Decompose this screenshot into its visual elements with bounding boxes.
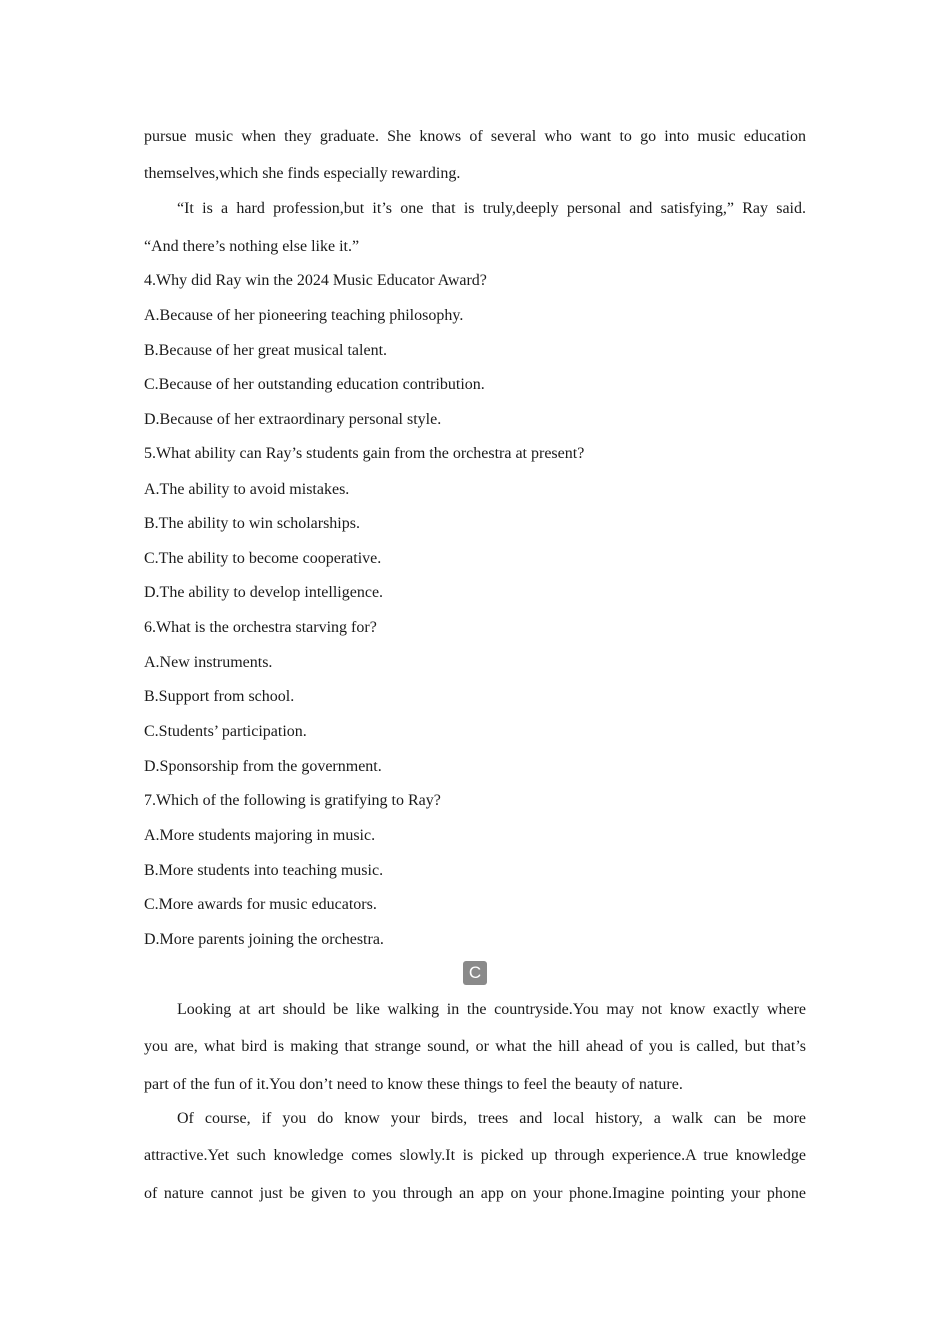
answer-option: B.More students into teaching music.	[144, 862, 384, 879]
answer-option: B.Support from school.	[144, 688, 295, 705]
answer-option: A.Because of her pioneering teaching philosophy.	[144, 307, 464, 324]
answer-option: C.The ability to become cooperative.	[144, 550, 382, 567]
passage-c-line: Of course, if you do know your birds, trees and local history, a walk can be more	[177, 1110, 806, 1127]
passage-c-line: Looking at art should be like walking in the countryside.You may not know exactly where	[177, 1001, 806, 1018]
passage-b-line: themselves,which she finds especially rewarding.	[144, 165, 461, 182]
question-stem: 7.Which of the following is gratifying to Ray?	[144, 792, 441, 809]
question-stem: 6.What is the orchestra starving for?	[144, 619, 377, 636]
passage-c-line: of nature cannot just be given to you through an app on your phone.Imagine pointing your phone	[144, 1185, 806, 1202]
passage-b-line: pursue music when they graduate. She knows of several who want to go into music education	[144, 128, 806, 145]
question-stem: 5.What ability can Ray’s students gain from the orchestra at present?	[144, 445, 585, 462]
answer-option: D.Because of her extraordinary personal style.	[144, 411, 442, 428]
passage-b-line: “And there’s nothing else like it.”	[144, 238, 360, 255]
answer-option: A.New instruments.	[144, 654, 273, 671]
answer-option: B.The ability to win scholarships.	[144, 515, 360, 532]
section-label-badge: C	[463, 961, 487, 985]
answer-option: B.Because of her great musical talent.	[144, 342, 388, 359]
answer-option: A.The ability to avoid mistakes.	[144, 481, 350, 498]
answer-option: D.The ability to develop intelligence.	[144, 584, 384, 601]
answer-option: D.Sponsorship from the government.	[144, 758, 382, 775]
passage-c-line: part of the fun of it.You don’t need to know these things to feel the beauty of nature.	[144, 1076, 683, 1093]
answer-option: C.Because of her outstanding education contribution.	[144, 376, 485, 393]
answer-option: A.More students majoring in music.	[144, 827, 376, 844]
passage-b-line: “It is a hard profession,but it’s one that is truly,deeply personal and satisfying,” Ray said.	[177, 200, 806, 217]
answer-option: C.More awards for music educators.	[144, 896, 377, 913]
answer-option: D.More parents joining the orchestra.	[144, 931, 384, 948]
answer-option: C.Students’ participation.	[144, 723, 307, 740]
passage-c-line: attractive.Yet such knowledge comes slowly.It is picked up through experience.A true knowledge	[144, 1147, 806, 1164]
question-stem: 4.Why did Ray win the 2024 Music Educator Award?	[144, 272, 487, 289]
passage-c-line: you are, what bird is making that strange sound, or what the hill ahead of you is called, but that’s	[144, 1038, 806, 1055]
